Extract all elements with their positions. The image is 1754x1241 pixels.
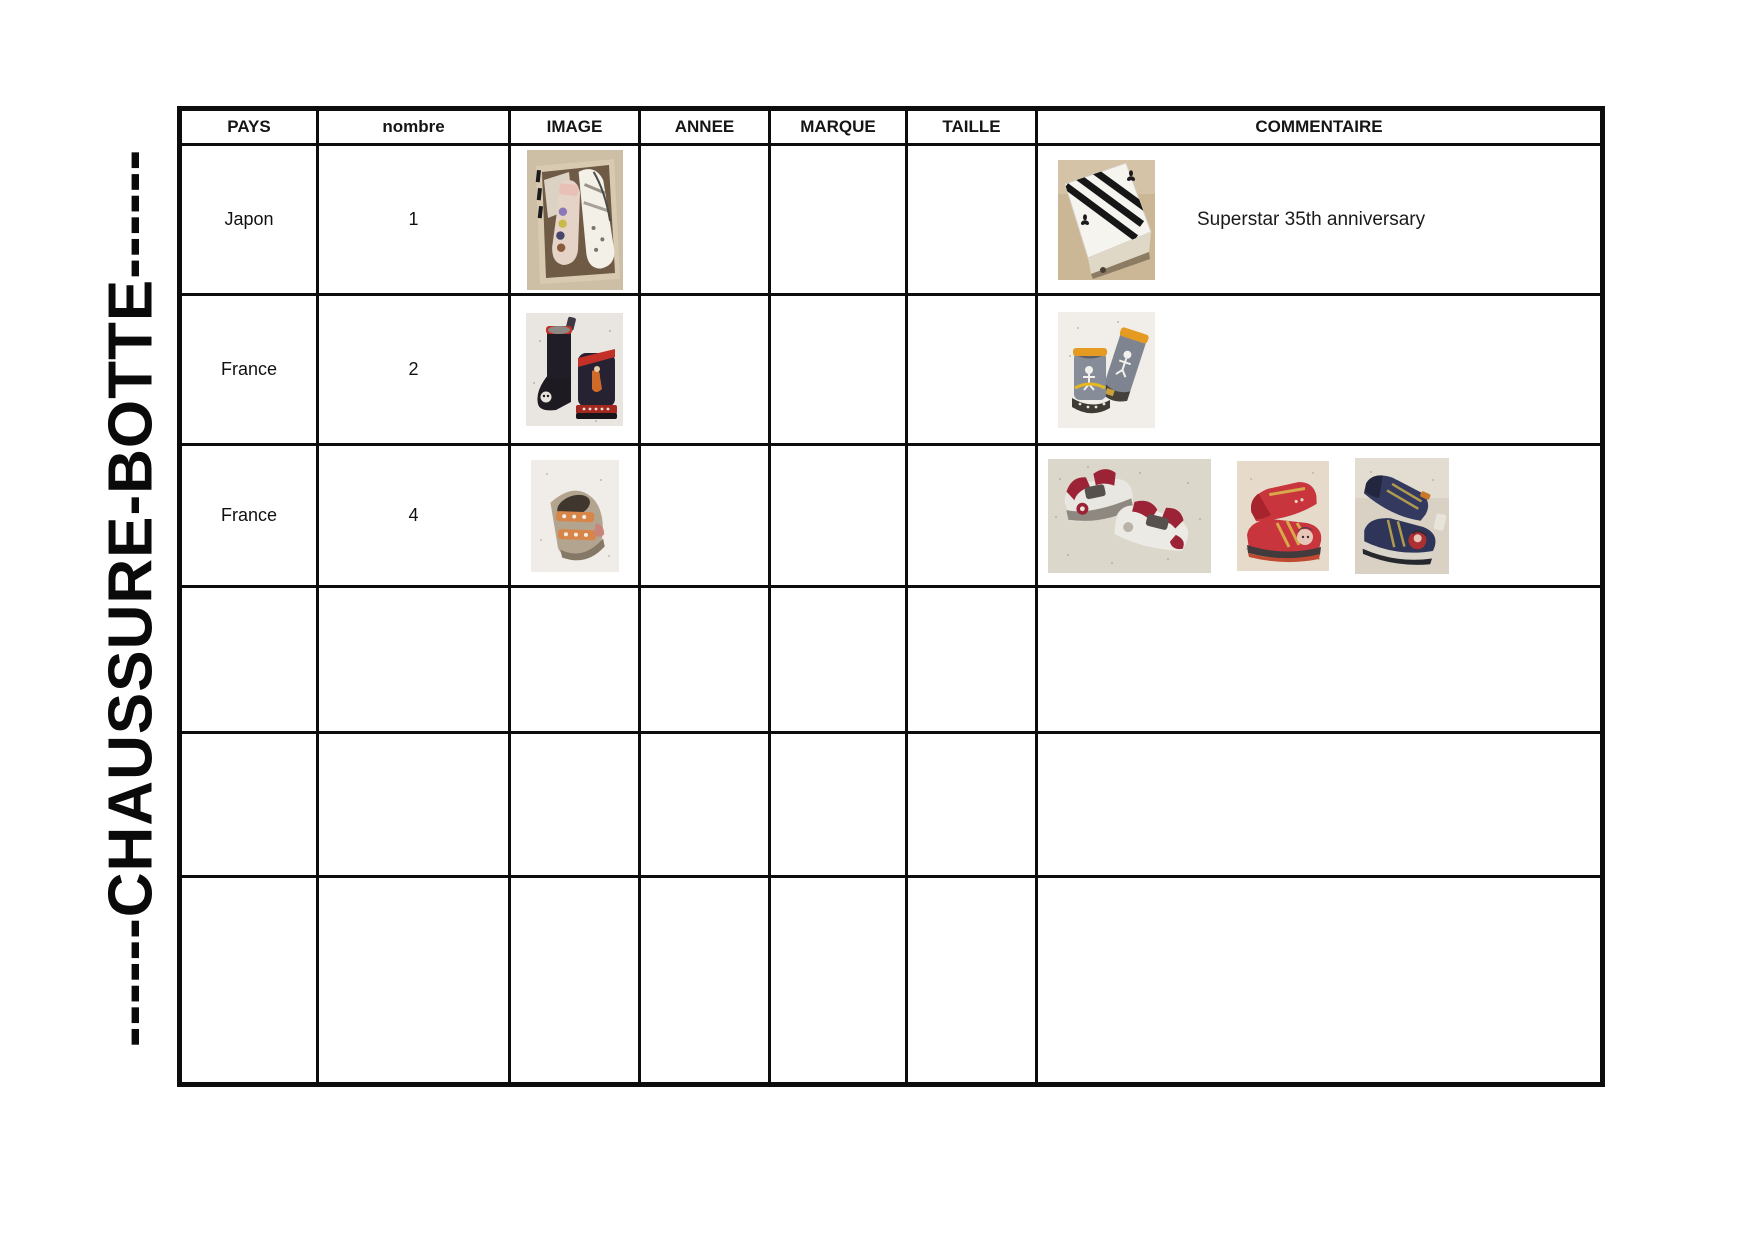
annee-cell <box>640 733 770 877</box>
table-row <box>180 877 1603 1085</box>
pays-cell: France <box>180 445 318 587</box>
commentaire-cell <box>1037 877 1603 1085</box>
taille-cell <box>907 877 1037 1085</box>
annee-cell <box>640 877 770 1085</box>
header-row <box>180 109 1603 145</box>
table-row <box>180 587 1603 733</box>
nombre-cell <box>318 733 510 877</box>
taille-cell <box>907 445 1037 587</box>
nombre-cell <box>318 877 510 1085</box>
commentaire-cell <box>1037 145 1603 295</box>
photo-red-white-sandals <box>1048 459 1211 573</box>
pays-cell: Japon <box>180 145 318 295</box>
pays-cell: France <box>180 295 318 445</box>
photo-striped-shoebox <box>1058 160 1155 280</box>
annee-cell <box>640 587 770 733</box>
commentaire-cell <box>1037 587 1603 733</box>
column-header-nombre: nombre <box>318 109 510 145</box>
image-cell <box>510 145 640 295</box>
column-header-marque: MARQUE <box>770 109 907 145</box>
annee-cell <box>640 445 770 587</box>
table-row <box>180 295 1603 445</box>
column-header-taille: TAILLE <box>907 109 1037 145</box>
marque-cell <box>770 295 907 445</box>
inventory-table <box>177 106 1605 1087</box>
marque-cell <box>770 733 907 877</box>
taille-cell <box>907 145 1037 295</box>
column-header-pays: PAYS <box>180 109 318 145</box>
marque-cell <box>770 445 907 587</box>
image-cell <box>510 587 640 733</box>
taille-cell <box>907 587 1037 733</box>
commentaire-cell <box>1037 445 1603 587</box>
photo-grey-yellow-boots <box>1058 312 1155 428</box>
marque-cell <box>770 587 907 733</box>
nombre-cell: 2 <box>318 295 510 445</box>
annee-cell <box>640 145 770 295</box>
pays-cell <box>180 733 318 877</box>
column-header-annee: ANNEE <box>640 109 770 145</box>
column-header-image: IMAGE <box>510 109 640 145</box>
commentaire-cell <box>1037 295 1603 445</box>
commentaire-cell <box>1037 733 1603 877</box>
taille-cell <box>907 733 1037 877</box>
pays-cell <box>180 587 318 733</box>
table-row <box>180 445 1603 587</box>
nombre-cell: 4 <box>318 445 510 587</box>
photo-blue-shoes <box>1355 458 1449 574</box>
commentaire-text: Superstar 35th anniversary <box>1197 208 1426 230</box>
photo-black-red-boots <box>526 313 623 426</box>
nombre-cell: 1 <box>318 145 510 295</box>
table-row <box>180 733 1603 877</box>
photo-sneakers-in-shoebox <box>527 150 623 290</box>
table-row <box>180 145 1603 295</box>
nombre-cell <box>318 587 510 733</box>
image-cell <box>510 295 640 445</box>
annee-cell <box>640 295 770 445</box>
marque-cell <box>770 145 907 295</box>
photo-red-shoes <box>1237 461 1329 571</box>
marque-cell <box>770 877 907 1085</box>
image-cell <box>510 445 640 587</box>
image-cell <box>510 733 640 877</box>
photo-beige-orange-shoe <box>531 460 619 572</box>
image-cell <box>510 877 640 1085</box>
taille-cell <box>907 295 1037 445</box>
vertical-title: ------CHAUSSURE-BOTTE------ <box>96 148 166 1048</box>
pays-cell <box>180 877 318 1085</box>
column-header-commentaire: COMMENTAIRE <box>1037 109 1603 145</box>
